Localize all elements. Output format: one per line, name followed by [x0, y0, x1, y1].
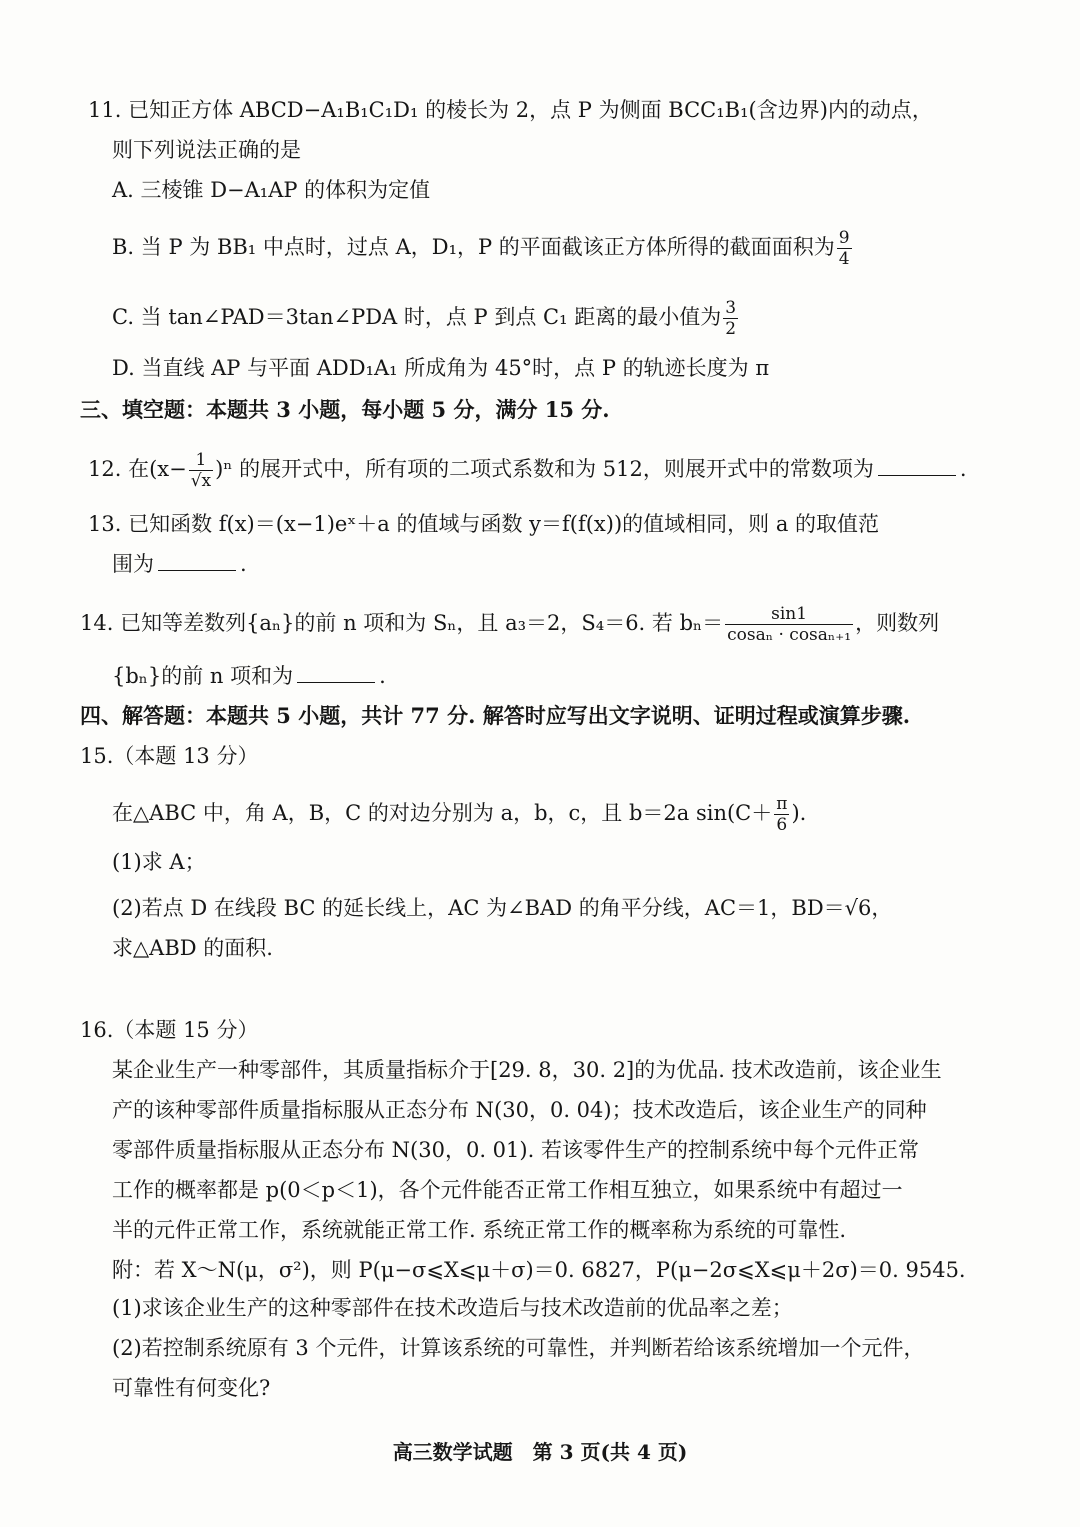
q16-para-line5: 半的元件正常工作，系统就能正常工作. 系统正常工作的概率称为系统的可靠性. [112, 1218, 847, 1242]
q16-para-line1: 某企业生产一种零部件，其质量指标介于[29. 8，30. 2]的为优品. 技术改造前，该企业生 [112, 1058, 942, 1082]
q16-part2-line1: (2)若控制系统原有 3 个元件，计算该系统的可靠性，并判断若给该系统增加一个元件， [112, 1336, 925, 1360]
fraction-numerator: 3 [725, 298, 737, 318]
q11-option-b-fraction [837, 228, 852, 269]
fraction-denominator: 4 [838, 249, 850, 269]
q15-stem-post: ). [791, 801, 807, 825]
q11-stem-line2: 则下列说法正确的是 [112, 138, 301, 162]
q12 [88, 450, 967, 491]
q13-line1: 13. 已知函数 f(x)＝(x−1)eˣ＋a 的值域与函数 y＝f(f(x))的值域相同，则 a 的取值范 [88, 512, 880, 536]
q15-part2-line1: (2)若点 D 在线段 BC 的延长线上，AC 为∠BAD 的角平分线，AC＝1，BD＝√6， [112, 896, 893, 920]
q11-option-b [112, 228, 854, 269]
q15-stem-pre: 在△ABC 中，角 A，B，C 的对边分别为 a，b，c，且 b＝2a sin(C＋ [112, 801, 773, 825]
section-4-heading: 四、解答题：本题共 5 小题，共计 77 分. 解答时应写出文字说明、证明过程或演算步骤. [80, 703, 911, 728]
fraction-numerator: 9 [838, 228, 850, 248]
q11-option-d: D. 当直线 AP 与平面 ADD₁A₁ 所成角为 45°时，点 P 的轨迹长度为 π [112, 356, 770, 380]
fraction-denominator: √x [190, 471, 212, 491]
fraction-numerator: 1 [189, 450, 213, 471]
q11-stem-line1: 11. 已知正方体 ABCD−A₁B₁C₁D₁ 的棱长为 2，点 P 为侧面 BCC₁B₁(含边界)内的动点， [88, 98, 933, 122]
q12-text-pre: 12. 在(x− [88, 457, 187, 481]
q13-line2-text: 围为 [112, 552, 154, 576]
answer-blank [878, 457, 956, 476]
q16-appendix: 附：若 X～N(μ，σ²)，则 P(μ−σ⩽X⩽μ＋σ)＝0. 6827，P(μ−2σ⩽X⩽μ＋2σ)＝0. 9545. [112, 1258, 966, 1282]
fraction-numerator: π [776, 794, 788, 814]
page-footer: 高三数学试题 第 3 页(共 4 页) [392, 1440, 688, 1464]
q14-text-post: ，则数列 [855, 611, 940, 635]
q14-end: . [379, 664, 386, 688]
q15-part2-line2: 求△ABD 的面积. [112, 936, 273, 960]
q15-header: 15.（本题 13 分） [80, 744, 259, 768]
q11-option-a: A. 三棱锥 D−A₁AP 的体积为定值 [112, 178, 431, 202]
q15-fraction [774, 794, 789, 835]
section-3-heading: 三、填空题：本题共 3 小题，每小题 5 分，满分 15 分. [80, 397, 610, 422]
fraction-denominator: 6 [776, 815, 788, 835]
q16-para-line2: 产的该种零部件质量指标服从正态分布 N(30，0. 04)；技术改造后，该企业生产的同种 [112, 1098, 927, 1122]
q14-text-pre: 14. 已知等差数列{aₙ}的前 n 项和为 Sₙ，且 a₃＝2，S₄＝6. 若 bₙ＝ [80, 611, 724, 635]
q15-stem [112, 794, 806, 835]
q11-option-c-fraction [723, 298, 738, 339]
fraction-numerator: sin1 [725, 604, 853, 625]
q12-fraction [189, 450, 213, 491]
q11-option-c-text: C. 当 tan∠PAD＝3tan∠PDA 时，点 P 到点 C₁ 距离的最小值为 [112, 305, 722, 329]
q16-part1: (1)求该企业生产的这种零部件在技术改造后与技术改造前的优品率之差； [112, 1296, 793, 1320]
q16-part2-line2: 可靠性有何变化? [112, 1376, 271, 1400]
answer-blank [158, 552, 236, 571]
q12-end: . [959, 457, 967, 481]
q14-line2 [112, 662, 386, 690]
q16-para-line4: 工作的概率都是 p(0＜p＜1)，各个元件能否正常工作相互独立，如果系统中有超过一 [112, 1178, 903, 1202]
q15-part1: (1)求 A； [112, 850, 206, 874]
answer-blank [297, 664, 375, 683]
q12-text-post: )ⁿ 的展开式中，所有项的二项式系数和为 512，则展开式中的常数项为 [215, 457, 874, 481]
q11-option-b-text: B. 当 P 为 BB₁ 中点时，过点 A，D₁，P 的平面截该正方体所得的截面面积为 [112, 235, 835, 259]
q14-fraction [725, 604, 853, 645]
q11-option-c [112, 298, 740, 339]
q13-line2 [112, 550, 247, 578]
q16-header: 16.（本题 15 分） [80, 1018, 259, 1042]
fraction-denominator: cosaₙ · cosaₙ₊₁ [727, 625, 852, 645]
fraction-denominator: 2 [725, 319, 737, 339]
q13-end: . [240, 552, 247, 576]
q16-para-line3: 零部件质量指标服从正态分布 N(30，0. 01). 若该零件生产的控制系统中每个元件正常 [112, 1138, 919, 1162]
q14-line2-text: {bₙ}的前 n 项和为 [112, 664, 294, 688]
q14-line1 [80, 604, 939, 645]
